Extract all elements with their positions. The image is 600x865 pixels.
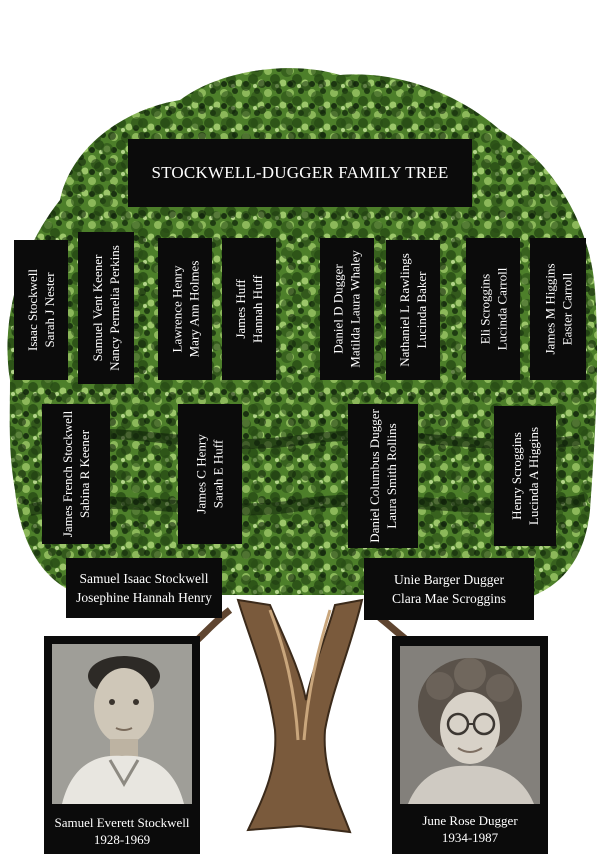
ancestor-spouse-name: Mary Ann Holmes: [186, 260, 201, 358]
ancestor-spouse-name: Sarah E Huff: [211, 439, 226, 509]
portrait-photo-man: [52, 644, 192, 804]
ancestor-spouse-name: Easter Carroll: [559, 272, 574, 346]
ancestor-couple-box: [158, 238, 212, 380]
ancestor-name: Daniel Columbus Dugger: [367, 409, 382, 543]
ancestor-couple-box: [530, 238, 586, 380]
ancestor-couple-box: [78, 232, 134, 384]
ancestor-spouse-name: Sabina R Keener: [77, 429, 92, 519]
grandparent-spouse-name: Josephine Hannah Henry: [76, 590, 212, 605]
tree-trunk: [185, 600, 420, 832]
ancestor-name: James M Higgins: [542, 263, 557, 355]
ancestor-name: James French Stockwell: [60, 410, 75, 538]
grandparent-name: Unie Barger Dugger: [394, 572, 504, 587]
ancestor-spouse-name: Hannah Huff: [250, 275, 265, 343]
ancestor-spouse-name: Matilda Laura Whaley: [348, 250, 363, 368]
parent-name: June Rose Dugger: [422, 813, 518, 828]
great-grandparents-box: [494, 406, 556, 546]
family-tree-title: STOCKWELL-DUGGER FAMILY TREE: [128, 139, 472, 207]
portrait-photo-woman: [400, 646, 540, 804]
parent-lifespan: 1934-1987: [441, 830, 499, 845]
parent-name: Samuel Everett Stockwell: [54, 815, 190, 830]
ancestor-name: Samuel Vent Keener: [90, 254, 106, 362]
parent-caption: [392, 812, 548, 846]
ancestor-couple-box: [466, 238, 520, 380]
ancestor-name: Nathaniel L Rawlings: [397, 253, 413, 367]
parent-photo-frame: [392, 636, 548, 854]
ancestor-couple-box: [14, 240, 68, 380]
ancestor-name: James C Henry: [194, 434, 209, 514]
ancestor-spouse-name: Lucinda Baker: [414, 271, 430, 349]
ancestor-name: Daniel D Dugger: [331, 264, 346, 354]
grandparents-box: [66, 558, 222, 618]
grandparent-name: Samuel Isaac Stockwell: [79, 571, 209, 586]
great-grandparents-box: [178, 404, 242, 544]
parent-lifespan: 1928-1969: [93, 832, 151, 847]
great-grandparents-box: [42, 404, 110, 544]
parent-caption: [44, 814, 200, 848]
ancestor-name: Eli Scroggins: [477, 273, 493, 345]
parent-photo-frame: [44, 636, 200, 854]
ancestor-couple-box: [222, 238, 276, 380]
ancestor-spouse-name: Nancy Permelia Perkins: [107, 245, 123, 371]
ancestor-name: Henry Scroggins: [509, 432, 524, 520]
ancestor-couple-box: [386, 240, 440, 380]
ancestor-couple-box: [320, 238, 374, 380]
great-grandparents-box: [348, 404, 418, 548]
grandparents-box: [364, 558, 534, 620]
ancestor-spouse-name: Lucinda Carroll: [494, 267, 510, 351]
grandparent-spouse-name: Clara Mae Scroggins: [392, 591, 506, 606]
ancestor-spouse-name: Lucinda A Higgins: [526, 426, 541, 526]
ancestor-name: Isaac Stockwell: [25, 269, 41, 351]
ancestor-name: Lawrence Henry: [169, 265, 184, 353]
ancestor-spouse-name: Sarah J Nester: [42, 272, 58, 348]
ancestor-name: James Huff: [233, 279, 248, 339]
ancestor-spouse-name: Laura Smith Rollins: [384, 423, 399, 529]
